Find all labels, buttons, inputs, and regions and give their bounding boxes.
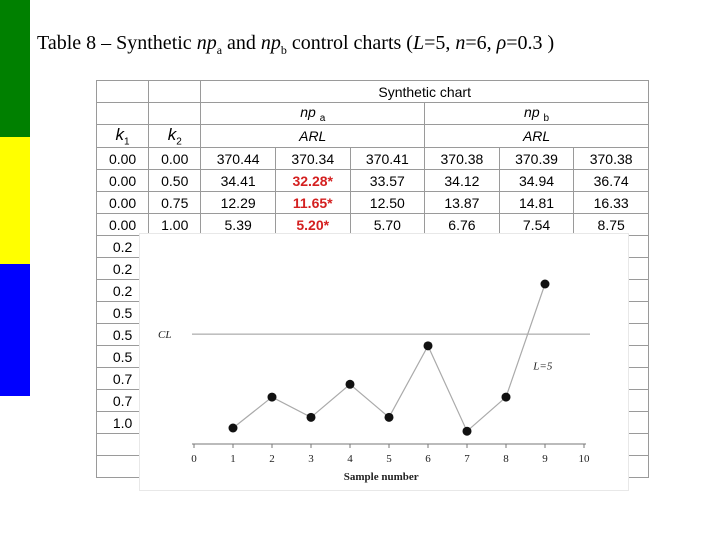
table-row [97, 170, 649, 192]
table-row [97, 192, 649, 214]
x-tick-label: 0 [191, 453, 197, 465]
cell-arl: 7.54 [499, 214, 574, 236]
cell-arl: 34.94 [499, 170, 574, 192]
cell-k1: 0.00 [97, 148, 149, 170]
cell-arl: 370.39 [499, 148, 574, 170]
cell-k1: 0.7 [97, 390, 149, 412]
x-tick-label: 5 [386, 453, 392, 465]
data-point [229, 424, 238, 433]
cell-k1: 1.0 [97, 412, 149, 434]
cell-arl: 34.12 [425, 170, 500, 192]
cell-k2: 1.00 [149, 214, 201, 236]
header-np-b: np $_b$ [425, 103, 649, 125]
header-synthetic-chart: Synthetic chart [201, 81, 649, 103]
cell-arl: 36.74 [574, 170, 649, 192]
header-np-a: np $_a$ [201, 103, 425, 125]
header-arl-a: ARL [201, 125, 425, 148]
chart-annotation: L=5 [533, 360, 553, 373]
data-point [385, 413, 394, 422]
data-point [541, 280, 550, 289]
x-axis-title: Sample number [343, 471, 419, 483]
cell-arl: 370.38 [574, 148, 649, 170]
cell-k1: 0.2 [97, 236, 149, 258]
control-chart [140, 234, 628, 490]
x-tick-label: 2 [269, 453, 275, 465]
cell-arl: 16.33 [574, 192, 649, 214]
cell-arl: 14.81 [499, 192, 574, 214]
cell-k1: 0.5 [97, 324, 149, 346]
cell-k1: 0.7 [97, 368, 149, 390]
yellow-bar [0, 137, 30, 264]
cell-k1: 0.2 [97, 280, 149, 302]
series-line [233, 284, 545, 431]
cell-k1: 0.2 [97, 258, 149, 280]
data-point [424, 341, 433, 350]
cell-k1: 0.5 [97, 346, 149, 368]
cell-arl: 33.57 [350, 170, 425, 192]
x-tick-label: 1 [230, 453, 236, 465]
cell-arl: 370.41 [350, 148, 425, 170]
cell-arl: 370.38 [425, 148, 500, 170]
cell-k1: 0.00 [97, 214, 149, 236]
cell-k1: 0.00 [97, 192, 149, 214]
cell-arl: 6.76 [425, 214, 500, 236]
table-row [97, 148, 649, 170]
x-tick-label: 10 [578, 453, 590, 465]
data-point [502, 393, 511, 402]
header-arl-b: ARL [425, 125, 649, 148]
x-tick-label: 7 [464, 453, 470, 465]
cell-k2: 0.75 [149, 192, 201, 214]
x-tick-label: 8 [503, 453, 509, 465]
data-point [268, 393, 277, 402]
cell-arl: 370.44 [201, 148, 276, 170]
control-chart-panel [140, 234, 628, 490]
green-bar [0, 0, 30, 137]
cell-arl: 12.50 [350, 192, 425, 214]
x-tick-label: 4 [347, 453, 353, 465]
x-tick-label: 6 [425, 453, 431, 465]
data-point [463, 427, 472, 436]
header-k2: $k_2$ [149, 125, 201, 148]
cell-arl: 370.34 [275, 148, 350, 170]
cell-arl: 5.39 [201, 214, 276, 236]
cell-k2: 0.50 [149, 170, 201, 192]
cell-arl: 12.29 [201, 192, 276, 214]
cell-k2: 0.00 [149, 148, 201, 170]
cell-arl: 32.28* [275, 170, 350, 192]
header-k1: $k_1$ [97, 125, 149, 148]
x-tick-label: 3 [308, 453, 314, 465]
cell-arl: 11.65* [275, 192, 350, 214]
data-point [307, 413, 316, 422]
blue-bar [0, 264, 30, 396]
center-line-label: CL [158, 329, 172, 342]
cell-arl: 5.70 [350, 214, 425, 236]
cell-arl: 34.41 [201, 170, 276, 192]
table-row [97, 214, 649, 236]
cell-k1: 0.00 [97, 170, 149, 192]
cell-arl: 8.75 [574, 214, 649, 236]
cell-k1: 0.5 [97, 302, 149, 324]
x-tick-label: 9 [542, 453, 548, 465]
slide-title: Table 8 – Synthetic $np_a$ and $np_b$ control charts (L=5, n=6, ρ=0.3 ) [37, 32, 555, 57]
data-point [346, 380, 355, 389]
cell-arl: 13.87 [425, 192, 500, 214]
cell-arl: 5.20* [275, 214, 350, 236]
